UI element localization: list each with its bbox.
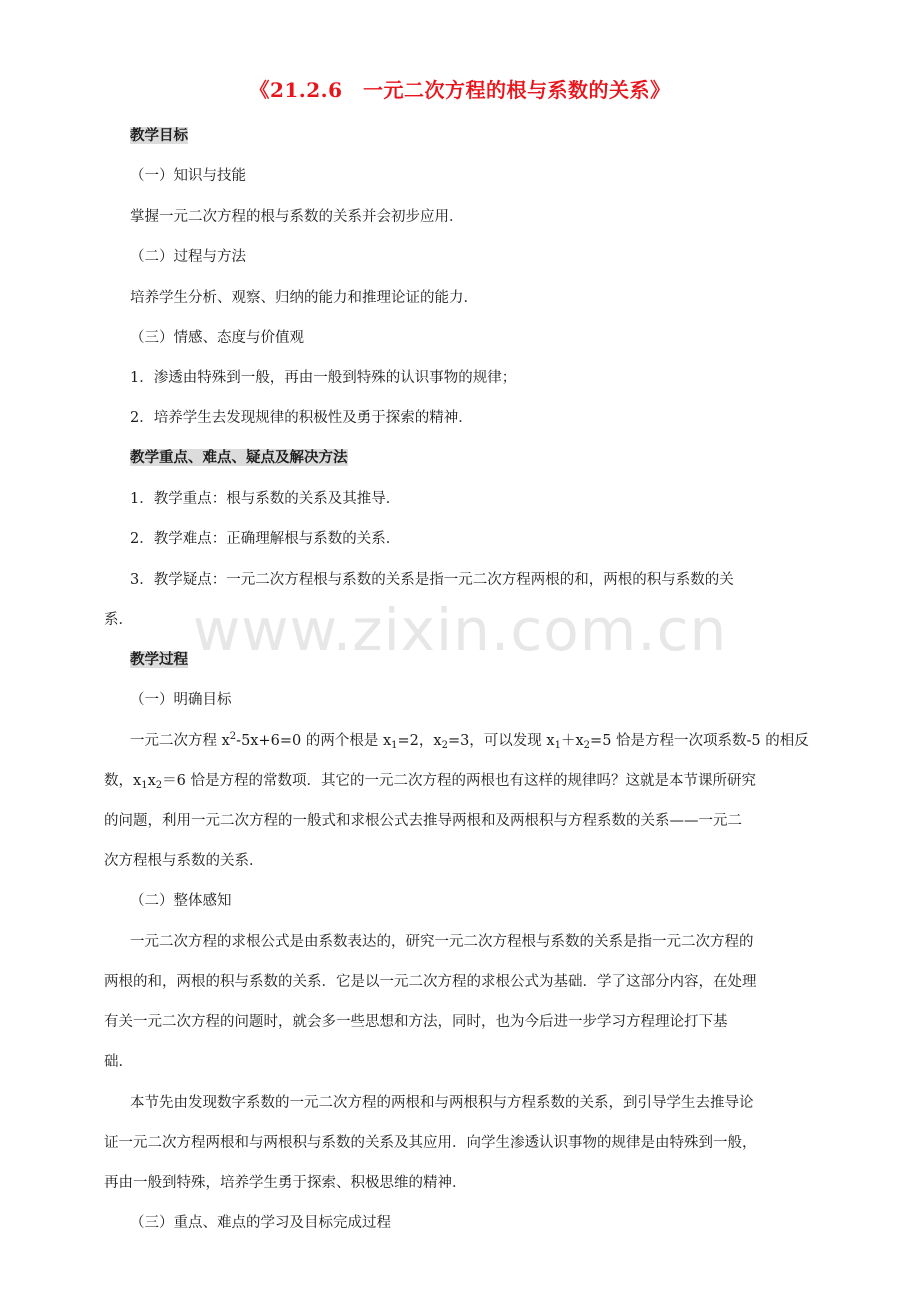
goal3-label: （三）情感、态度与价值观 <box>130 330 304 346</box>
heading-goals: 教学目标 <box>130 127 188 144</box>
goal2-label: （二）过程与方法 <box>130 249 246 265</box>
process3-line3: 再由一般到特殊，培养学生勇于探索、积极思维的精神． <box>104 1175 467 1191</box>
watermark: www.zixin.com.cn <box>192 596 728 664</box>
process2-label: （二）整体感知 <box>130 893 232 909</box>
process3-line2: 证一元二次方程两根和与两根积与系数的关系及其应用．向学生渗透认识事物的规律是由特殊到一般， <box>104 1135 757 1151</box>
goal2-text: 培养学生分析、观察、归纳的能力和推理论证的能力． <box>130 290 478 306</box>
heading-process: 教学过程 <box>130 651 188 668</box>
process2-line4: 础． <box>104 1054 133 1070</box>
goal3-item2: 2．培养学生去发现规律的积极性及勇于探索的精神． <box>130 410 473 426</box>
key-point-1: 1．教学重点：根与系数的关系及其推导． <box>130 491 401 507</box>
process1-line4: 次方程根与系数的关系． <box>104 853 264 869</box>
process3-line1: 本节先由发现数字系数的一元二次方程的两根和与两根积与方程系数的关系，到引导学生去推导论 <box>130 1095 754 1111</box>
process4-label: （三）重点、难点的学习及目标完成过程 <box>130 1215 391 1231</box>
goal1-text: 掌握一元二次方程的根与系数的关系并会初步应用． <box>130 209 464 225</box>
key-point-3-line1: 3．教学疑点：一元二次方程根与系数的关系是指一元二次方程两根的和，两根的积与系数的关 <box>130 572 734 588</box>
process1-line2: 数，$x_1x_2=6$ 恰是方程的常数项．其它的一元二次方程的两根也有这样的规律吗？这就是本节课所研究 <box>104 773 756 791</box>
goal1-label: （一）知识与技能 <box>130 168 246 184</box>
goal3-item1: 1．渗透由特殊到一般，再由一般到特殊的认识事物的规律； <box>130 370 517 386</box>
process2-line3: 有关一元二次方程的问题时，就会多一些思想和方法，同时，也为今后进一步学习方程理论打下基 <box>104 1014 728 1030</box>
process1-line1: 一元二次方程 $x^2-5x+6=0$ 的两个根是 $x_1=2$，$x_2=3$，可以发现 $x_1+x_2=5$ 恰是方程一次项系数-5 的相反 <box>130 731 809 751</box>
key-point-3-line2: 系． <box>104 612 133 628</box>
heading-key-points: 教学重点、难点、疑点及解决方法 <box>130 449 348 466</box>
process1-line3: 的问题，利用一元二次方程的一般式和求根公式去推导两根和及两根积与方程系数的关系——一元二 <box>104 813 742 829</box>
process1-label: （一）明确目标 <box>130 692 232 708</box>
key-point-2: 2．教学难点：正确理解根与系数的关系． <box>130 531 401 547</box>
process2-line2: 两根的和，两根的积与系数的关系．它是以一元二次方程的求根公式为基础．学了这部分内容，在处理 <box>104 974 757 990</box>
page-title: 《21.2.6 一元二次方程的根与系数的关系》 <box>249 78 671 102</box>
process2-line1: 一元二次方程的求根公式是由系数表达的，研究一元二次方程根与系数的关系是指一元二次方程的 <box>130 934 754 950</box>
